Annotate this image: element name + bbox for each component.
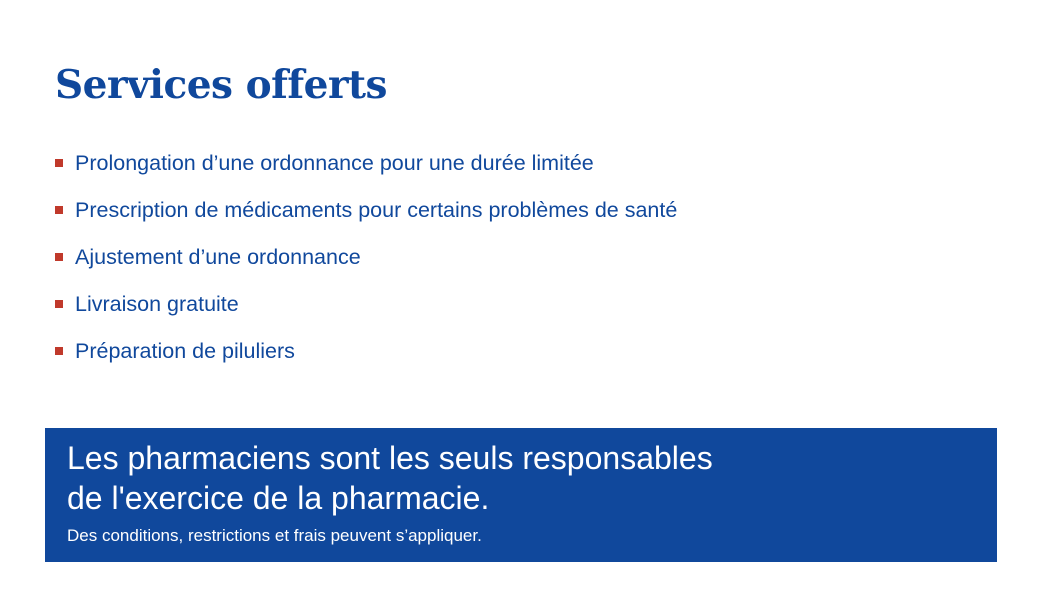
square-bullet-icon	[55, 253, 63, 261]
page-title: Services offerts	[55, 62, 387, 108]
square-bullet-icon	[55, 300, 63, 308]
list-item	[55, 187, 985, 234]
list-item-label: Prolongation d’une ordonnance pour une durée limitée	[75, 151, 594, 175]
list-item-label: Prescription de médicaments pour certains problèmes de santé	[75, 198, 678, 222]
callout-line-1: Les pharmaciens sont les seuls responsables	[67, 440, 713, 476]
list-item-label: Préparation de piluliers	[75, 339, 295, 363]
list-item	[55, 328, 985, 375]
square-bullet-icon	[55, 159, 63, 167]
square-bullet-icon	[55, 347, 63, 355]
list-item	[55, 140, 985, 187]
square-bullet-icon	[55, 206, 63, 214]
list-item	[55, 234, 985, 281]
callout-banner	[45, 428, 997, 562]
list-item-label: Livraison gratuite	[75, 292, 239, 316]
services-list	[55, 140, 985, 375]
callout-subtext: Des conditions, restrictions et frais peuvent s’appliquer.	[67, 526, 482, 545]
list-item	[55, 281, 985, 328]
list-item-label: Ajustement d’une ordonnance	[75, 245, 361, 269]
callout-line-2: de l'exercice de la pharmacie.	[67, 480, 490, 516]
